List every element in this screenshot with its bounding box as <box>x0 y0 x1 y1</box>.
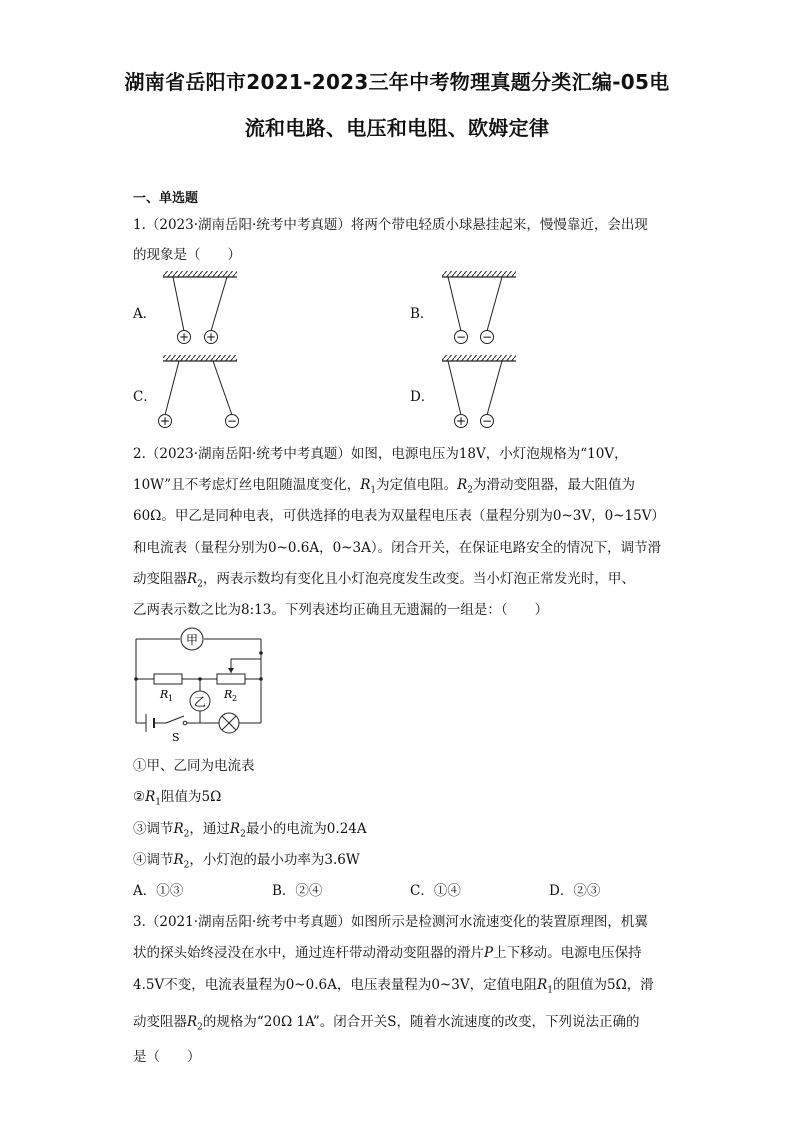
q1-option-c-label: C． <box>133 389 157 405</box>
q1-stem-line1: 1.（2023·湖南岳阳·统考中考真题）将两个带电轻质小球悬挂起来，慢慢靠近，会出现 <box>133 217 648 233</box>
q2-stem-line3: 60Ω。甲乙是同种电表，可供选择的电表为双量程电压表（量程分别为0~3V，0~15V） <box>133 508 665 524</box>
svg-text:R: R <box>224 688 233 701</box>
q1-option-a-label: A． <box>133 306 157 322</box>
q3-stem-line5: 是（ ） <box>133 1049 201 1065</box>
svg-text:S: S <box>172 731 180 744</box>
q2-circuit-diagram <box>128 623 270 745</box>
q3-stem-line2: 状的探头始终浸没在水中，通过连杆带动滑动变阻器的滑片P上下移动。电源电压保持 <box>133 945 642 961</box>
q3-stem-line3: 4.5V不变，电流表量程为0~0.6A，电压表量程为0~3V，定值电阻$R_1$的阻值为5Ω，滑 <box>133 977 654 996</box>
doc-title-line2: 流和电路、电压和电阻、欧姆定律 <box>244 116 550 140</box>
q2-stem-line5: 动变阻器$R_2$，两表示数均有变化且小灯泡亮度发生改变。当小灯泡正常发光时，甲、 <box>133 571 635 590</box>
svg-text:乙: 乙 <box>193 695 207 709</box>
q2-stem-line6: 乙两表示数之比为8:13。下列表述均正确且无遗漏的一组是：（ ） <box>133 602 549 618</box>
q2-stem-line2: 10W”且不考虑灯丝电阻随温度变化，$R_1$为定值电阻。$R_2$为滑动变阻器，最大阻值为 <box>133 477 636 496</box>
q1-option-a-figure <box>155 268 245 350</box>
q3-stem-line1: 3.（2021·湖南岳阳·统考中考真题）如图所示是检测河水流速变化的装置原理图，机翼 <box>133 914 648 930</box>
svg-text:R: R <box>160 688 169 701</box>
q1-option-d-label: D． <box>410 389 435 405</box>
q2-option-b[interactable]: B．②④ <box>272 883 323 899</box>
svg-text:+: + <box>178 330 190 344</box>
svg-text:+: + <box>159 414 171 428</box>
q2-statement-3: ③调节$R_2$，通过$R_2$最小的电流为0.24A <box>133 821 367 840</box>
q3-stem-line4: 动变阻器$R_2$的规格为“20Ω 1A”。闭合开关S，随着水流速度的改变，下列说法正确的 <box>133 1014 640 1033</box>
doc-title-line1: 湖南省岳阳市2021-2023三年中考物理真题分类汇编-05电 <box>124 70 670 94</box>
q2-stem-line1: 2.（2023·湖南岳阳·统考中考真题）如图，电源电压为18V，小灯泡规格为“10V， <box>133 446 628 462</box>
svg-text:+: + <box>205 330 217 344</box>
section-heading: 一、单选题 <box>133 191 199 206</box>
q2-option-c[interactable]: C．①④ <box>410 883 461 899</box>
svg-text:−: − <box>226 414 238 428</box>
svg-text:−: − <box>481 330 493 344</box>
q1-option-b-figure <box>434 268 524 350</box>
svg-text:1: 1 <box>168 694 174 703</box>
q2-statement-2: $②R_1$阻值为5Ω <box>133 789 222 808</box>
q1-stem-line2: 的现象是（ ） <box>133 247 241 263</box>
q1-option-c-figure <box>153 352 245 434</box>
q2-option-d[interactable]: D．②③ <box>549 883 601 899</box>
q1-option-d-figure <box>434 352 524 434</box>
svg-text:+: + <box>455 414 467 428</box>
svg-text:甲: 甲 <box>185 633 199 647</box>
q2-statement-4: ④调节$R_2$，小灯泡的最小功率为3.6W <box>133 852 360 871</box>
q2-statement-1: ①甲、乙同为电流表 <box>133 758 255 774</box>
svg-text:2: 2 <box>232 694 238 703</box>
svg-text:−: − <box>455 330 467 344</box>
q2-stem-line4: 和电流表（量程分别为0~0.6A，0~3A）。闭合开关，在保证电路安全的情况下，调节滑 <box>133 540 662 556</box>
svg-text:−: − <box>481 414 493 428</box>
q1-option-b-label: B． <box>410 306 434 322</box>
q2-option-a[interactable]: A．①③ <box>133 883 184 899</box>
